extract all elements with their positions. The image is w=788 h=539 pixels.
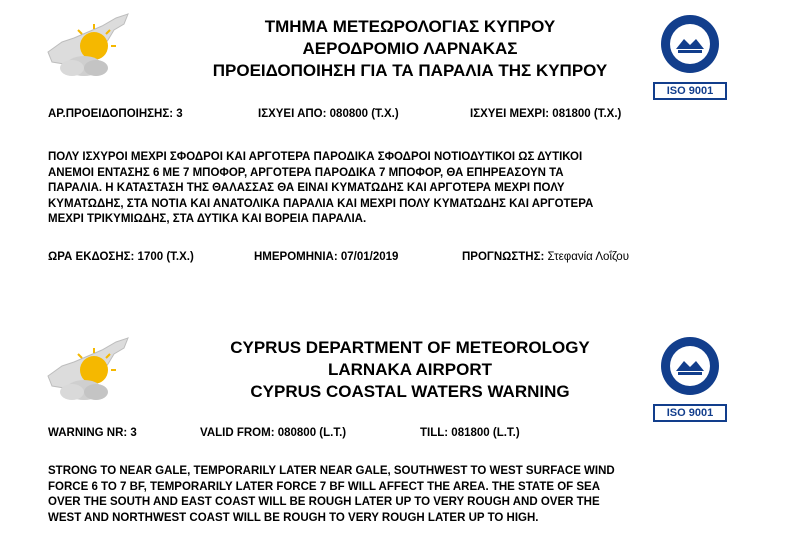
forecaster-label: ΠΡΟΓΝΩΣΤΗΣ: — [462, 251, 545, 263]
english-warning-number: WARNING NR: 3 — [48, 427, 137, 439]
iso-9001-badge: ISO 9001 — [653, 82, 727, 100]
greek-text-line: ΚΥΜΑΤΩΔΗΣ, ΣΤΑ ΝΟΤΙΑ ΚΑΙ ΑΝΑΤΟΛΙΚΑ ΠΑΡΑΛΙΑ ΚΑΙ ΜΕΧΡΙ ΠΟΛΥ ΚΥΜΑΤΩΔΗΣ ΚΑΙ ΑΡΓΟΤΕΡΑ — [48, 197, 594, 210]
english-title-line-2: LARNAKA AIRPORT — [327, 360, 492, 379]
greek-valid-from: ΙΣΧΥΕΙ ΑΠΟ: 080800 (Τ.Χ.) — [258, 108, 399, 120]
greek-text-line: ΜΕΧΡΙ ΤΡΙΚΥΜΙΩΔΗΣ, ΣΤΑ ΔΥΤΙΚΑ ΚΑΙ ΒΟΡΕΙΑ ΠΑΡΑΛΙΑ. — [48, 213, 367, 225]
english-title-line-3: CYPRUS COASTAL WATERS WARNING — [250, 382, 570, 401]
greek-forecaster — [462, 251, 629, 263]
forecaster-name: Στεφανία Λοΐζου — [547, 251, 629, 263]
greek-title — [150, 16, 670, 82]
iso-logo — [652, 13, 728, 100]
iso-logo — [652, 335, 728, 422]
met-office-logo — [44, 12, 136, 82]
greek-title-line-3: ΠΡΟΕΙΔΟΠΟΙΗΣΗ ΓΙΑ ΤΑ ΠΑΡΑΛΙΑ ΤΗΣ ΚΥΠΡΟΥ — [212, 61, 608, 80]
english-text-line: OVER THE SOUTH AND EAST COAST WILL BE ROUGH LATER UP TO VERY ROUGH AND OVER THE — [48, 496, 600, 508]
greek-issue-date: ΗΜΕΡΟΜΗΝΙΑ: 07/01/2019 — [254, 251, 399, 263]
greek-warning-text — [48, 150, 748, 228]
greek-issue-time: ΩΡΑ ΕΚΔΟΣΗΣ: 1700 (Τ.Χ.) — [48, 251, 194, 263]
english-valid-from: VALID FROM: 080800 (L.T.) — [200, 427, 347, 439]
greek-warning-number: ΑΡ.ΠΡΟΕΙΔΟΠΟΙΗΣΗΣ: 3 — [48, 108, 183, 120]
iso-9001-badge: ISO 9001 — [653, 404, 727, 422]
greek-text-line: ΠΑΡΑΛΙΑ. Η ΚΑΤΑΣΤΑΣΗ ΤΗΣ ΘΑΛΑΣΣΑΣ ΘΑ ΕΙΝΑΙ ΚΥΜΑΤΩΔΗΣ ΚΑΙ ΑΡΓΟΤΕΡΑ ΜΕΧΡΙ ΠΟΛΥ — [48, 182, 565, 194]
greek-text-line: ΑΝΕΜΟΙ ΕΝΤΑΣΗΣ 6 ΜΕ 7 ΜΠΟΦΟΡ, ΑΡΓΟΤΕΡΑ ΠΑΡΟΔΙΚΑ 7 ΜΠΟΦΟΡ, ΘΑ ΕΠΗΡΕΑΣΟΥΝ ΤΑ — [48, 166, 564, 179]
greek-title-line-1: ΤΜΗΜΑ ΜΕΤΕΩΡΟΛΟΓΙΑΣ ΚΥΠΡΟΥ — [264, 17, 556, 36]
english-valid-till: TILL: 081800 (L.T.) — [420, 427, 520, 439]
english-warning-text — [48, 464, 758, 526]
greek-valid-till: ΙΣΧΥΕΙ ΜΕΧΡΙ: 081800 (Τ.Χ.) — [470, 108, 622, 120]
english-text-line: FORCE 6 TO 7 BF, TEMPORARILY LATER FORCE 7 BF WILL AFFECT THE AREA. THE STATE OF SEA — [48, 480, 601, 493]
english-text-line: STRONG TO NEAR GALE, TEMPORARILY LATER NEAR GALE, SOUTHWEST TO WEST SURFACE WIND — [48, 465, 615, 477]
greek-title-line-2: ΑΕΡΟΔΡΟΜΙΟ ΛΑΡΝΑΚΑΣ — [302, 39, 518, 58]
greek-text-line: ΠΟΛΥ ΙΣΧΥΡΟΙ ΜΕΧΡΙ ΣΦΟΔΡΟΙ ΚΑΙ ΑΡΓΟΤΕΡΑ ΠΑΡΟΔΙΚΑ ΣΦΟΔΡΟΙ ΝΟΤΙΟΔΥΤΙΚΟΙ ΩΣ ΔΥΤΙΚΟΙ — [48, 151, 583, 163]
english-title — [150, 337, 670, 403]
english-text-line: WEST AND NORTHWEST COAST WILL BE ROUGH TO VERY ROUGH LATER UP TO HIGH. — [48, 511, 539, 524]
english-title-line-1: CYPRUS DEPARTMENT OF METEOROLOGY — [230, 338, 590, 357]
met-office-logo — [44, 336, 136, 406]
